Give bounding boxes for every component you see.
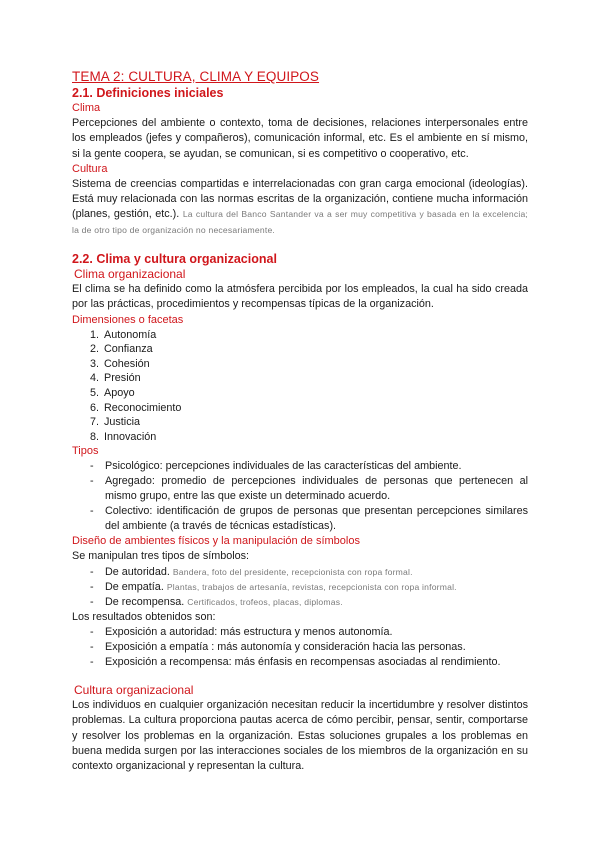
document-content <box>72 68 528 775</box>
list-item: - De recompensa. Certificados, trofeos, placas, diplomas. <box>90 595 528 610</box>
list-item: 8. Innovación <box>90 430 157 443</box>
list-item: - Exposición a empatía : más autonomía y consideración hacia las personas. <box>90 640 528 655</box>
cultura-example-note: La cultura del Banco Santander va a ser muy competitiva y basada en la excelencia; la de otro tipo de organización no necesariamente. <box>72 209 529 235</box>
list-item: - Exposición a recompensa: más énfasis en recompensas asociadas al rendimiento. <box>90 655 528 670</box>
list-item: 3. Cohesión <box>90 357 150 370</box>
subheading-dimensiones: Dimensiones o facetas <box>72 313 184 326</box>
page-title: TEMA 2: CULTURA, CLIMA Y EQUIPOS <box>72 69 320 84</box>
resultados-intro: Los resultados obtenidos son: <box>72 610 216 623</box>
section-heading-clima-cultura: 2.2. Clima y cultura organizacional <box>72 252 277 267</box>
list-item: 5. Apoyo <box>90 387 135 400</box>
list-item: 4. Presión <box>90 372 141 385</box>
paragraph-clima: Percepciones del ambiente o contexto, toma de decisiones, relaciones interpersonales entre los empleados (jefes y compañeros), comunicación informal, etc. Es el ambiente en sí mismo, si la gente coopera, se ayudan, se comunican, si es competitivo o cooperativo, etc. <box>72 117 528 160</box>
tipos-list <box>72 459 528 534</box>
section-heading-definiciones: 2.1. Definiciones iniciales <box>72 86 224 100</box>
subheading-cultura: Cultura <box>72 162 108 175</box>
list-item: - Exposición a autoridad: más estructura y menos autonomía. <box>90 625 528 640</box>
subheading-diseno-ambientes: Diseño de ambientes físicos y la manipulación de símbolos <box>72 535 360 548</box>
dimensiones-list <box>72 328 528 445</box>
paragraph-clima-organizacional: El clima se ha definido como la atmósfera percibida por los empleados, la cual ha sido creada por las prácticas, procedimientos y recompensas típicas de la organización. <box>72 283 528 311</box>
cultura-text: Sistema de creencias compartidas e interrelacionadas con gran carga emocional (ideologías). Está muy relacionada con las normas escritas de la organización, contiene mucha información (planes, gestión, etc.). <box>72 177 528 221</box>
list-item: 6. Reconocimiento <box>90 401 182 414</box>
resultados-list <box>72 625 528 670</box>
paragraph-cultura <box>72 177 528 238</box>
list-item: - Agregado: promedio de percepciones individuales de personas que pertenecen al mismo grupo, entre las que existe un determinado acuerdo. <box>90 474 528 504</box>
subheading-clima-organizacional: Clima organizacional <box>74 267 186 282</box>
list-item: - Psicológico: percepciones individuales de las características del ambiente. <box>90 459 528 474</box>
paragraph-cultura-organizacional: Los individuos en cualquier organización necesitan reducir la incertidumbre y resolver distintos problemas. La cultura proporciona pautas acerca de cómo percibir, pensar, sentir, comportarse y resolver los problemas en la organización. Estas soluciones grupales a los problemas en buena medida surgen por las interacciones sociales de los miembros de la organización en su contexto organizacional y representan la cultura. <box>72 699 528 773</box>
subheading-clima: Clima <box>72 102 101 114</box>
list-item: 7. Justicia <box>90 416 141 429</box>
subheading-tipos: Tipos <box>72 445 99 458</box>
list-item: 2. Confianza <box>90 343 153 356</box>
list-item: - De autoridad. Bandera, foto del presidente, recepcionista con ropa formal. <box>90 565 528 580</box>
simbolos-list <box>72 565 528 610</box>
simbolos-intro: Se manipulan tres tipos de símbolos: <box>72 550 250 563</box>
list-item: 1. Autonomía <box>90 328 157 341</box>
list-item: - De empatía. Plantas, trabajos de artesanía, revistas, recepcionista con ropa informal. <box>90 580 528 595</box>
list-item: - Colectivo: identificación de grupos de personas que presentan percepciones similares del ambiente (a través de técnicas estadísticas). <box>90 504 528 534</box>
subheading-cultura-organizacional: Cultura organizacional <box>74 683 194 698</box>
